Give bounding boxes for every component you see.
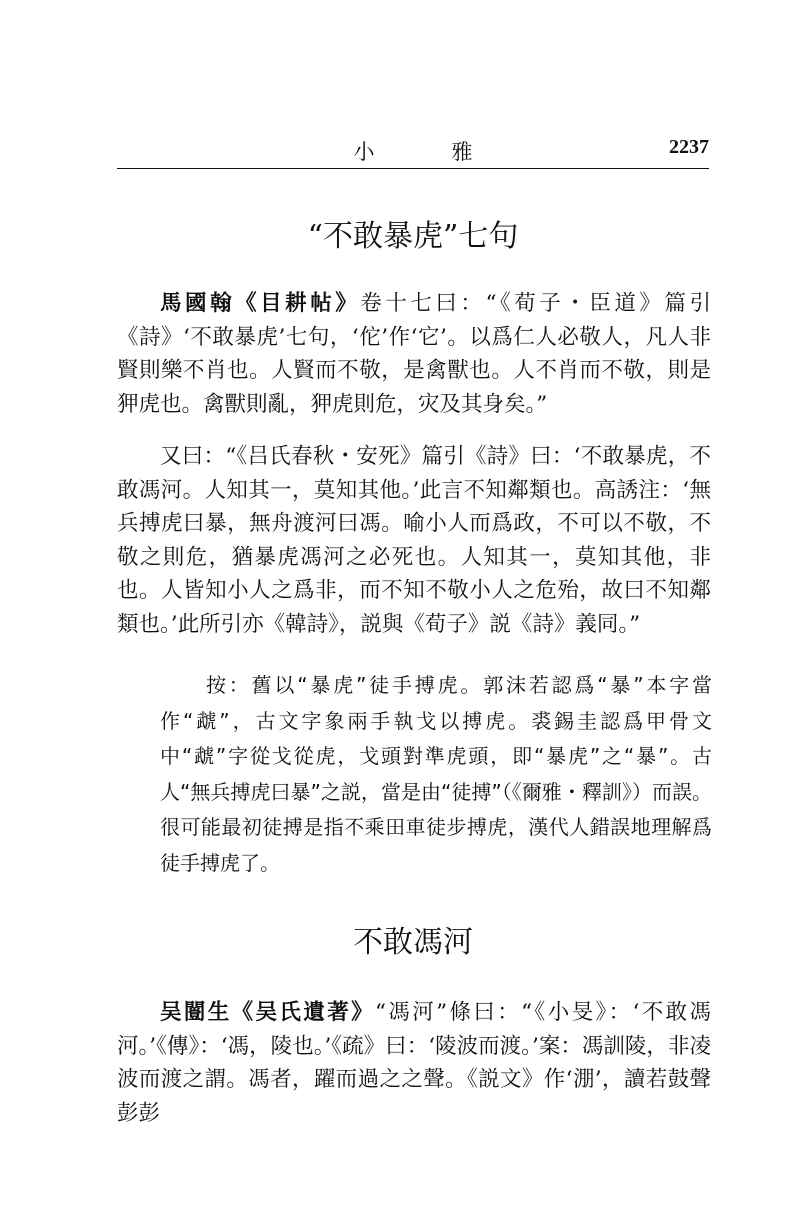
editor-note-text: 按：舊以“暴虎”徒手搏虎。郭沫若認爲“暴”本字當作“虣”，古文字象兩手執戈以搏虎。裘錫圭認爲甲骨文中“虣”字從戈從虎，戈頭對準虎頭，即“暴虎”之“暴”。古人“無兵搏虎曰暴”之説，當是由“徒搏”（《爾雅・釋訓》）而誤。很可能最初徒搏是指不乘田車徒步搏虎，漢代人錯誤地理解爲徒手搏虎了。 — [160, 673, 712, 875]
paragraph-2: 又曰：“《吕氏春秋・安死》篇引《詩》曰：‘不敢暴虎，不敢馮河。人知其一，莫知其他。’此言不知鄰類也。高誘注：‘無兵搏虎曰暴，無舟渡河曰馮。喻小人而爲政，不可以不敬，不敬之則危，猶暴虎馮河之必死也。人知其一，莫知其他，非也。人皆知小人之爲非，而不知不敬小人之危殆，故曰不知鄰類也。’此所引亦《韓詩》，説與《荀子》説《詩》義同。” — [117, 444, 711, 637]
paragraph-3 — [117, 996, 711, 1130]
running-title: 小 雅 — [353, 140, 501, 164]
source-citation-1: 馬國翰《目耕帖》 — [160, 291, 361, 316]
source-citation-2: 吴闓生《吴氏遺著》 — [160, 1000, 375, 1025]
header-rule — [117, 168, 709, 169]
paragraph-1-text: 卷十七曰：“《荀子・臣道》篇引《詩》‘不敢暴虎’七句，‘佗’作‘它’。以爲仁人必敬人，凡人非賢則樂不肖也。人賢而不敬，是禽獸也。人不肖而不敬，則是狎虎也。禽獸則亂，狎虎則危，灾及其身矣。” — [117, 291, 711, 417]
section-heading-2: 不敢馮河 — [353, 925, 473, 960]
editor-note — [160, 668, 712, 881]
paragraph-1 — [117, 287, 711, 421]
page-number: 2237 — [669, 136, 709, 158]
paragraph-3-text: “馮河”條曰：“《小旻》：‘不敢馮河。’《傳》：‘馮，陵也。’《疏》曰：‘陵波而渡。’案：馮訓陵，非凌波而渡之謂。馮者，躍而過之之聲。《説文》作‘淜’，讀若鼓聲彭彭 — [117, 1000, 711, 1126]
running-header — [117, 136, 709, 166]
section-heading-1: “不敢暴虎”七句 — [307, 219, 519, 254]
